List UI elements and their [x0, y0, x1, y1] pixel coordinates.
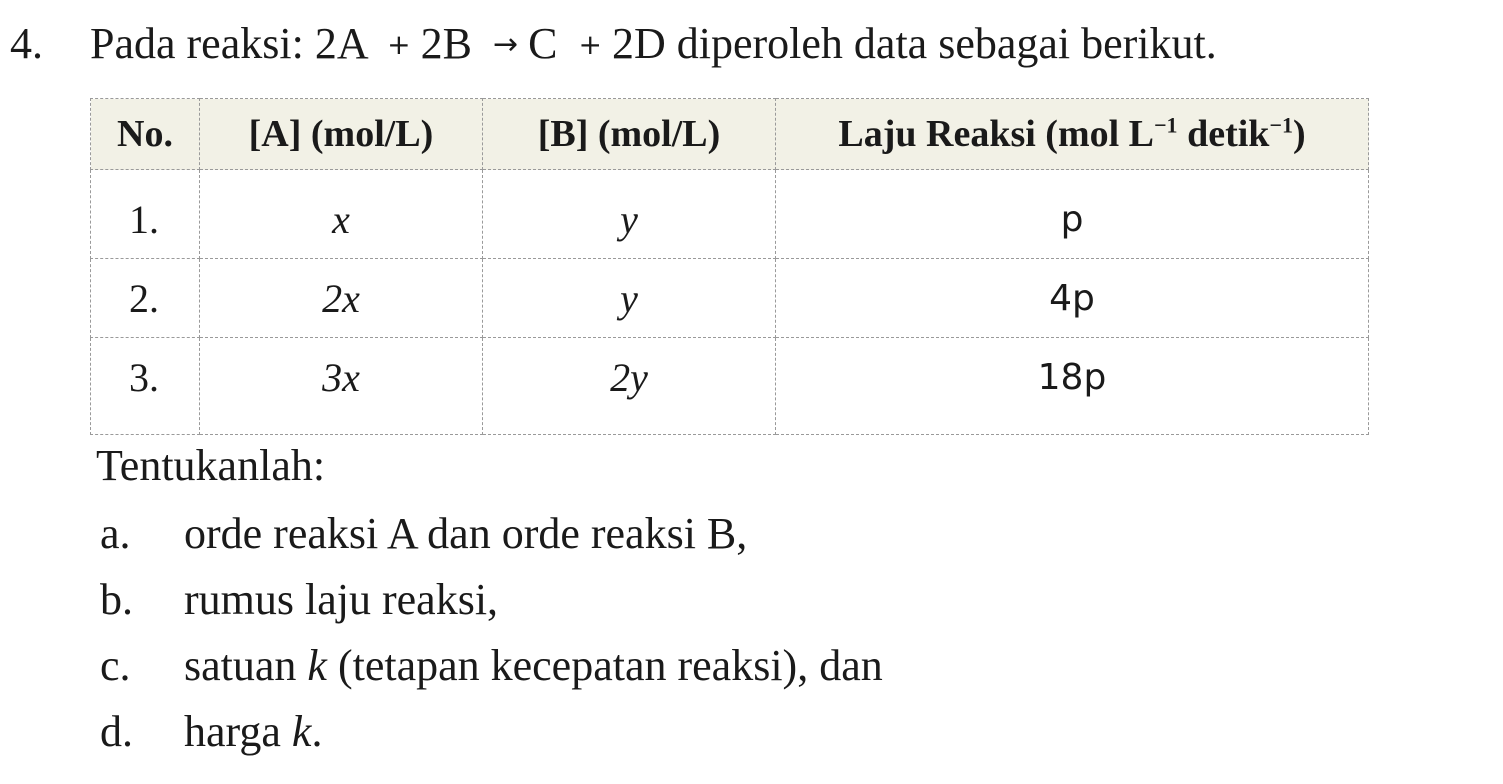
- cell-rate: 18p: [776, 338, 1369, 435]
- table-row: [91, 338, 1369, 435]
- header-no: No.: [91, 99, 200, 170]
- item-text: rumus laju reaksi,: [184, 575, 499, 624]
- question-number: 4.: [10, 19, 43, 68]
- reaction-data-table: [90, 98, 1369, 435]
- item-letter: d.: [100, 707, 133, 756]
- reaction-arrow-icon: →: [493, 27, 519, 62]
- question-tail: diperoleh data sebagai berikut.: [676, 19, 1217, 68]
- cell-a: 2x: [200, 259, 483, 338]
- table-header-row: [91, 99, 1369, 170]
- plus-sign: +: [387, 28, 411, 61]
- equation-reactant-a: 2A: [314, 19, 367, 68]
- item-letter: c.: [100, 641, 131, 690]
- equation-product-c: C: [528, 19, 558, 68]
- question-intro: Pada reaksi:: [90, 19, 304, 68]
- header-concentration-b: [B] (mol/L): [483, 99, 776, 170]
- cell-rate: 4p: [776, 259, 1369, 338]
- variable-k: k: [307, 641, 327, 690]
- item-letter: b.: [100, 575, 133, 624]
- item-letter: a.: [100, 509, 131, 558]
- cell-b: y: [483, 259, 776, 338]
- item-text: orde reaksi A dan orde reaksi B,: [184, 509, 748, 558]
- table-row: [91, 170, 1369, 259]
- header-reaction-rate: Laju Reaksi (mol $L^{-1}$ detik$^{-1}$): [776, 99, 1369, 170]
- cell-no: 2.: [91, 259, 200, 338]
- prompt-label: Tentukanlah:: [96, 441, 326, 490]
- cell-rate: p: [776, 170, 1369, 259]
- cell-no: 3.: [91, 338, 200, 435]
- cell-b: y: [483, 170, 776, 259]
- cell-a: x: [200, 170, 483, 259]
- variable-k: k: [291, 707, 312, 756]
- item-text: satuan k (tetapan kecepatan reaksi), dan: [184, 641, 883, 690]
- table-row: [91, 259, 1369, 338]
- header-concentration-a: [A] (mol/L): [200, 99, 483, 170]
- cell-no: 1.: [91, 170, 200, 259]
- equation-product-d: 2D: [611, 19, 666, 68]
- equation-reactant-b: 2B: [420, 19, 472, 68]
- question-statement: [10, 14, 1217, 75]
- plus-sign: +: [578, 28, 602, 61]
- equation: [315, 19, 677, 68]
- cell-b: 2y: [483, 338, 776, 435]
- cell-a: 3x: [200, 338, 483, 435]
- item-text: harga k.: [184, 707, 323, 756]
